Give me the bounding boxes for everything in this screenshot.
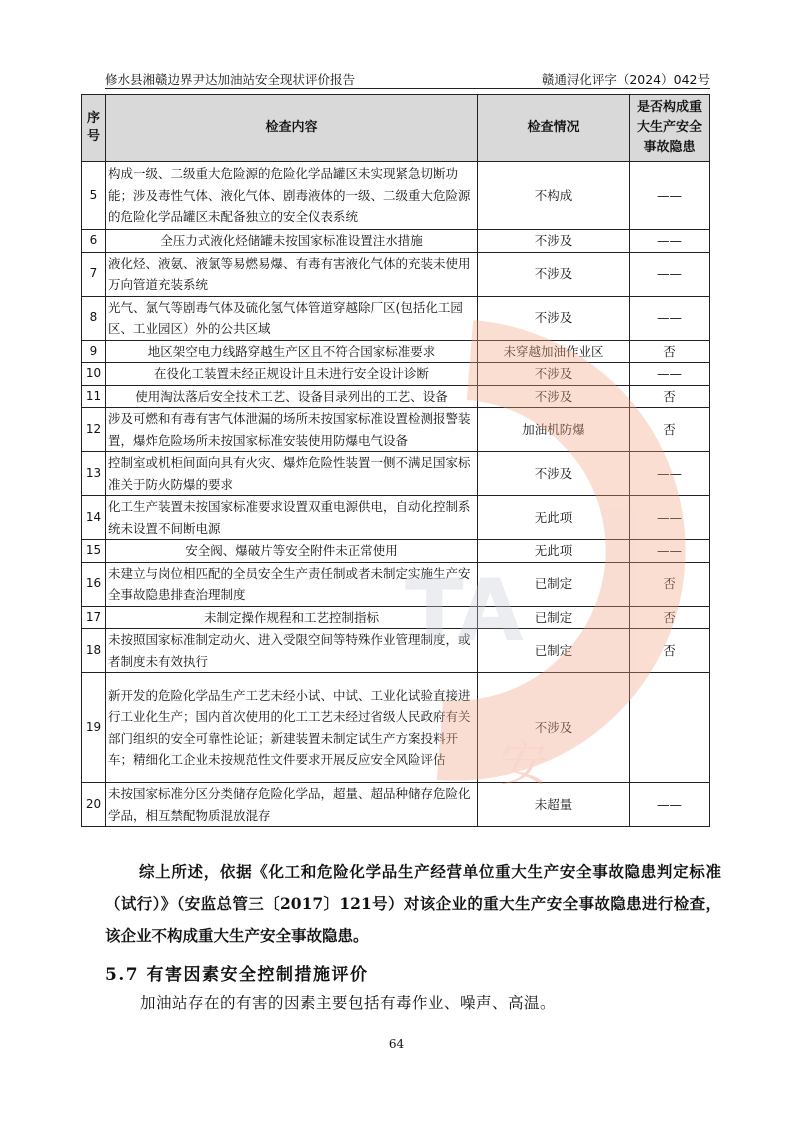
- row-result: ——: [630, 252, 710, 296]
- row-number: 8: [82, 296, 106, 340]
- table-row: [82, 606, 710, 629]
- table-row: [82, 385, 710, 408]
- row-status: 无此项: [478, 496, 630, 540]
- row-number: 7: [82, 252, 106, 296]
- row-status: 不涉及: [478, 363, 630, 386]
- section-paragraph: 加油站存在的有害的因素主要包括有毒作业、噪声、高温。: [140, 994, 557, 1012]
- row-status: 已制定: [478, 562, 630, 606]
- header-content: 检查内容: [106, 95, 478, 162]
- row-result: ——: [630, 162, 710, 230]
- row-content: 涉及可燃和有毒有害气体泄漏的场所未按国家标准设置检测报警装置，爆炸危险场所未按国家标准安装使用防爆电气设备: [106, 408, 478, 452]
- header-report-title: 修水县湘赣边界尹达加油站安全现状评价报告: [105, 72, 356, 87]
- row-number: 16: [82, 562, 106, 606]
- table-row: [82, 452, 710, 496]
- row-content: 地区架空电力线路穿越生产区且不符合国家标准要求: [106, 340, 478, 363]
- row-result: ——: [630, 783, 710, 827]
- row-content: 光气、氯气等剧毒气体及硫化氢气体管道穿越除厂区(包括化工园区、工业园区）外的公共区域: [106, 296, 478, 340]
- row-content: 构成一级、二级重大危险源的危险化学品罐区未实现紧急切断功能；涉及毒性气体、液化气体、剧毒液体的一级、二级重大危险源的危险化学品罐区未配备独立的安全仪表系统: [106, 162, 478, 230]
- conclusion-paragraph: 综上所述，依据《化工和危险化学品生产经营单位重大生产安全事故隐患判定标准（试行）》（安监总管三〔2017〕121号）对该企业的重大生产安全事故隐患进行检查，该企业不构成重大生产安全事故隐患。: [105, 862, 721, 945]
- row-result: [630, 673, 710, 783]
- row-content: 在役化工装置未经正规设计且未进行安全设计诊断: [106, 363, 478, 386]
- row-number: 14: [82, 496, 106, 540]
- header-seq: 序号: [82, 95, 106, 162]
- row-number: 11: [82, 385, 106, 408]
- row-content: 新开发的危险化学品生产工艺未经小试、中试、工业化试验直接进行工业化生产；国内首次使用的化工工艺未经过省级人民政府有关部门组织的安全可靠性论证；新建装置未制定试生产方案投料开车；精细化工企业未按规范性文件要求开展反应安全风险评估: [106, 673, 478, 783]
- row-result: 否: [630, 385, 710, 408]
- row-result: ——: [630, 452, 710, 496]
- row-result: ——: [630, 363, 710, 386]
- row-status: 未穿越加油作业区: [478, 340, 630, 363]
- row-content: 未制定操作规程和工艺控制指标: [106, 606, 478, 629]
- watermark-center-text: TA: [405, 561, 524, 661]
- header-result: 是否构成重大生产安全事故隐患: [630, 95, 710, 162]
- row-status: 不涉及: [478, 230, 630, 253]
- row-status: 无此项: [478, 540, 630, 563]
- row-number: 12: [82, 408, 106, 452]
- row-status: 已制定: [478, 629, 630, 673]
- row-result: 否: [630, 408, 710, 452]
- row-result: ——: [630, 540, 710, 563]
- table-row: [82, 496, 710, 540]
- row-content: 未按照国家标准制定动火、进入受限空间等特殊作业管理制度，或者制度未有效执行: [106, 629, 478, 673]
- row-content: 使用淘汰落后安全技术工艺、设备目录列出的工艺、设备: [106, 385, 478, 408]
- row-content: 全压力式液化烃储罐未按国家标准设置注水措施: [106, 230, 478, 253]
- watermark-bottom-text: 安: [500, 736, 549, 792]
- row-result: 否: [630, 606, 710, 629]
- inspection-table: [81, 94, 710, 827]
- table-row: [82, 673, 710, 783]
- row-content: 化工生产装置未按国家标准要求设置双重电源供电，自动化控制系统未设置不间断电源: [106, 496, 478, 540]
- row-status: 不构成: [478, 162, 630, 230]
- row-number: 6: [82, 230, 106, 253]
- row-result: ——: [630, 230, 710, 253]
- table-row: [82, 408, 710, 452]
- row-number: 19: [82, 673, 106, 783]
- row-content: 控制室或机柜间面向具有火灾、爆炸危险性装置一侧不满足国家标准关于防火防爆的要求: [106, 452, 478, 496]
- table-row: [82, 540, 710, 563]
- row-status: 已制定: [478, 606, 630, 629]
- row-result: ——: [630, 496, 710, 540]
- row-content: 未按国家标准分区分类储存危险化学品，超量、超品种储存危险化学品，相互禁配物质混放混存: [106, 783, 478, 827]
- row-number: 9: [82, 340, 106, 363]
- row-status: 不涉及: [478, 452, 630, 496]
- row-content: 未建立与岗位相匹配的全员安全生产责任制或者未制定实施生产安全事故隐患排查治理制度: [106, 562, 478, 606]
- table-row: [82, 230, 710, 253]
- row-result: ——: [630, 296, 710, 340]
- header-report-number: 赣通浔化评字（2024）042号: [541, 72, 710, 87]
- row-number: 13: [82, 452, 106, 496]
- row-result: 否: [630, 562, 710, 606]
- row-result: 否: [630, 629, 710, 673]
- row-number: 15: [82, 540, 106, 563]
- row-number: 5: [82, 162, 106, 230]
- section-title: 5.7 有害因素安全控制措施评价: [105, 965, 369, 985]
- row-status: 加油机防爆: [478, 408, 630, 452]
- table-row: [82, 783, 710, 827]
- row-status: 不涉及: [478, 296, 630, 340]
- row-number: 17: [82, 606, 106, 629]
- row-number: 18: [82, 629, 106, 673]
- row-status: 不涉及: [478, 385, 630, 408]
- row-number: 10: [82, 363, 106, 386]
- page-header: [105, 66, 710, 89]
- row-status: 不涉及: [478, 673, 630, 783]
- table-row: [82, 363, 710, 386]
- row-content: 液化烃、液氨、液氯等易燃易爆、有毒有害液化气体的充装未使用万向管道充装系统: [106, 252, 478, 296]
- table-row: [82, 162, 710, 230]
- page-number: 64: [388, 1037, 405, 1051]
- table-header-row: [82, 95, 710, 162]
- row-status: 未超量: [478, 783, 630, 827]
- table-row: [82, 252, 710, 296]
- table-row: [82, 340, 710, 363]
- row-content: 安全阀、爆破片等安全附件未正常使用: [106, 540, 478, 563]
- row-result: 否: [630, 340, 710, 363]
- row-number: 20: [82, 783, 106, 827]
- table-row: [82, 562, 710, 606]
- table-row: [82, 629, 710, 673]
- row-status: 不涉及: [478, 252, 630, 296]
- header-status: 检查情况: [478, 95, 630, 162]
- table-row: [82, 296, 710, 340]
